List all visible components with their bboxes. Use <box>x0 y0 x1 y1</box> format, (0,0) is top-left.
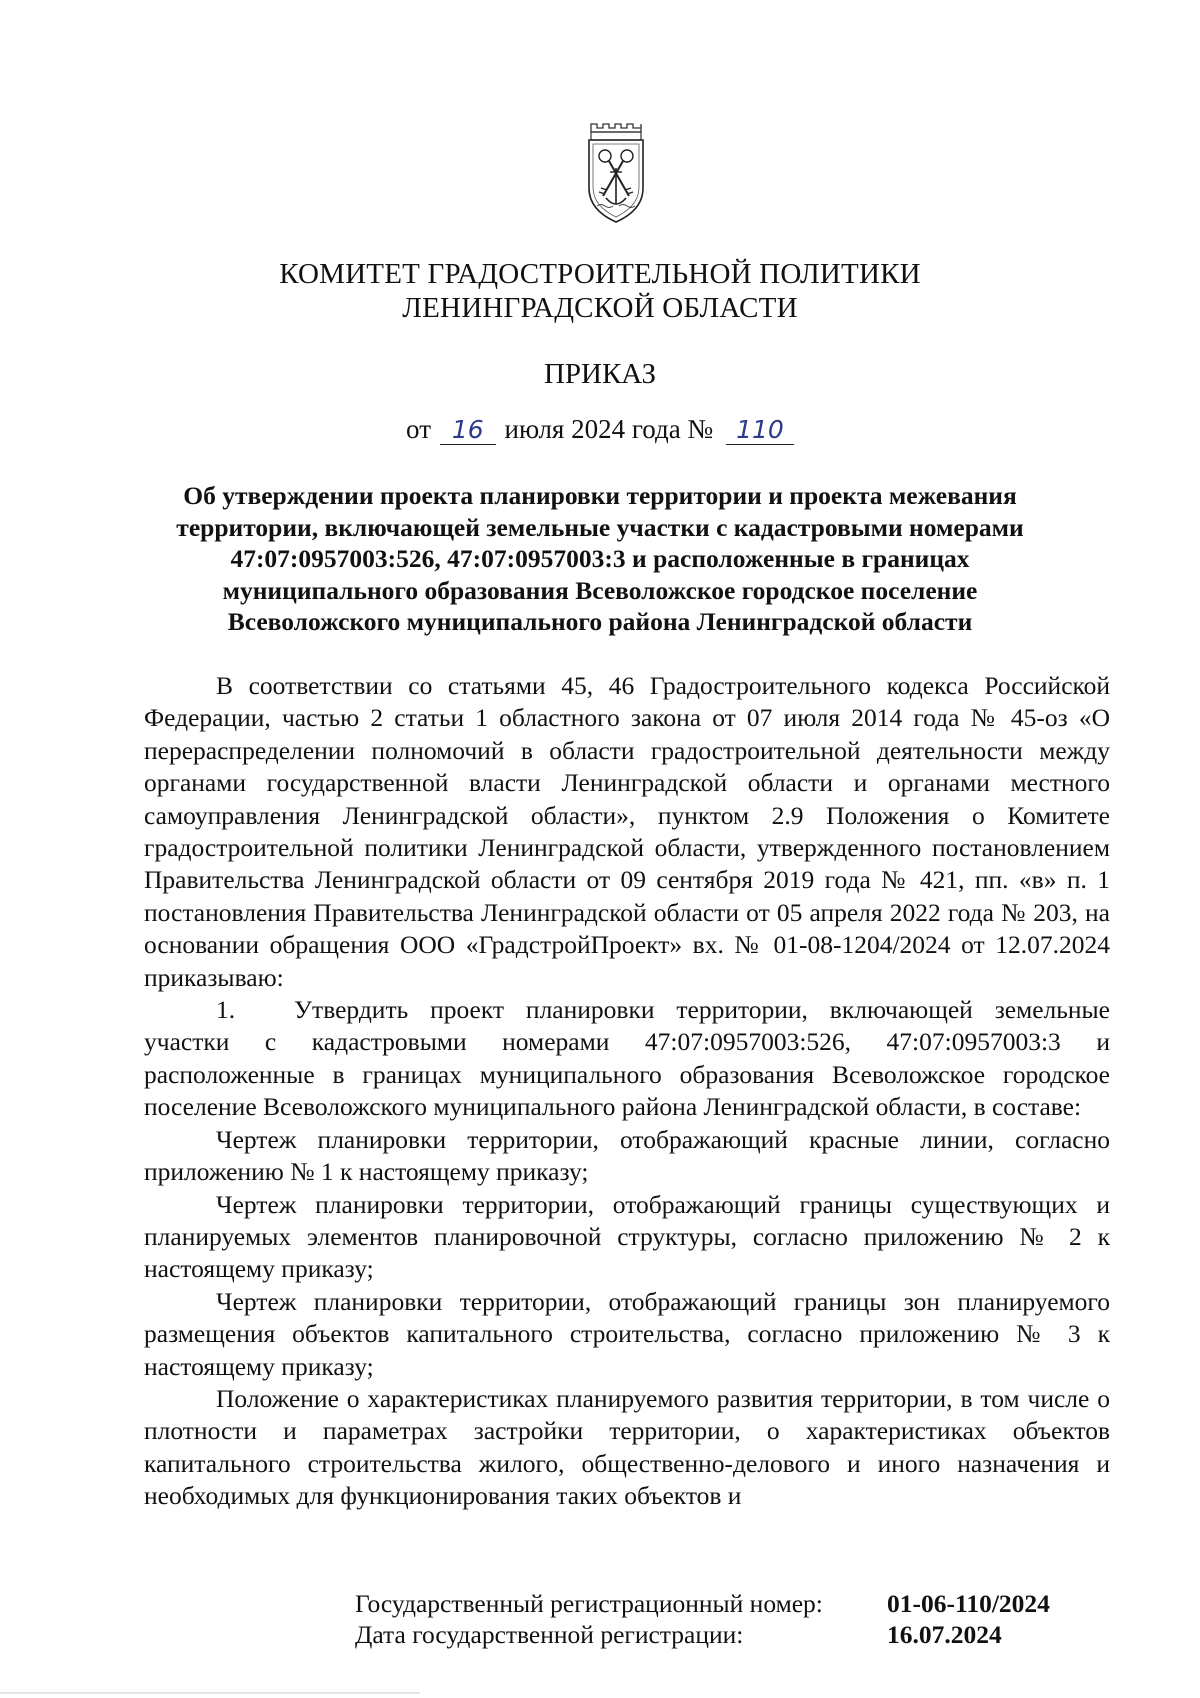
registration-date-label: Дата государственной регистрации: <box>355 1620 744 1649</box>
subitem-drawing-structure: Чертеж планировки территории, отображающий границы существующих и планируемых элементов планировочной структуры, согласно приложению № 2 к настоящему приказу; <box>144 1189 1110 1284</box>
registration-number-row <box>355 1588 1050 1619</box>
registration-block <box>355 1588 1050 1650</box>
registration-date-value: 16.07.2024 <box>887 1620 1002 1649</box>
subitem-drawing-zones: Чертеж планировки территории, отображающий границы зон планируемого размещения объектов капитального строительства, согласно приложению № 3 к настоящему приказу; <box>144 1286 1110 1381</box>
preamble-paragraph: В соответствии со статьями 45, 46 Градостроительного кодекса Российской Федерации, частью 2 статьи 1 областного закона от 07 июля 2014 года № 45-оз «О перераспределении полномочий в области градостроительной деятельности между органами государственной власти Ленинградской области и органами местного самоуправления Ленинградской области», пунктом 2.9 Положения о Комитете градостроительной политики Ленинградской области, утвержденного постановлением Правительства Ленинградской области от 09 сентября 2019 года № 421, пп. «в» п. 1 постановления Правительства Ленинградской области от 05 апреля 2022 года № 203, на основании обращения ООО «ГрадстройПроект» вх. № 01-08-1204/2024 от 12.07.2024 приказываю: <box>144 671 1110 992</box>
order-title: Об утверждении проекта планировки территории и проекта межевания территории, включающей земельные участки с кадастровыми номерами 47:07:0957003:526, 47:07:0957003:3 и расположенные в границах муниципального образования Всеволожское городское поселение Всеволожского муниципального района Ленинградской области <box>176 481 1024 636</box>
scan-artifact-line <box>0 1692 420 1694</box>
handwritten-day: 16 <box>440 415 496 445</box>
order-date-line <box>0 414 1200 445</box>
item-1-text: Утвердить проект планировки территории, включающей земельные участки с кадастровыми номерами 47:07:0957003:526, 47:07:0957003:3 и расположенные в границах муниципального образования Всеволожское городское поселение Всеволожского муниципального района Ленинградской области, в составе: <box>144 995 1110 1122</box>
subitem-regulation: Положение о характеристиках планируемого развития территории, в том числе о плотности и параметрах застройки территории, о характеристиках объектов капитального строительства жилого, общественно-делового и иного назначения и необходимых для функционирования таких объектов и <box>144 1383 1110 1511</box>
registration-number-label: Государственный регистрационный номер: <box>355 1589 823 1618</box>
coat-of-arms-icon <box>585 118 647 228</box>
item-1-paragraph <box>144 994 1110 1124</box>
date-month-year: июля 2024 года № <box>504 414 714 444</box>
order-body <box>144 670 1110 1513</box>
date-prefix: от <box>406 414 431 444</box>
registration-date-row <box>355 1619 1050 1650</box>
item-1-number: 1. <box>216 995 236 1025</box>
registration-number-value: 01-06-110/2024 <box>887 1589 1050 1618</box>
document-type: ПРИКАЗ <box>543 358 657 390</box>
organization-name-line1: КОМИТЕТ ГРАДОСТРОИТЕЛЬНОЙ ПОЛИТИКИ <box>279 258 921 290</box>
handwritten-order-number: 110 <box>726 415 794 445</box>
organization-name-line2: ЛЕНИНГРАДСКОЙ ОБЛАСТИ <box>402 292 798 324</box>
subitem-drawing-red-lines: Чертеж планировки территории, отображающий красные линии, согласно приложению № 1 к настоящему приказу; <box>144 1124 1110 1187</box>
